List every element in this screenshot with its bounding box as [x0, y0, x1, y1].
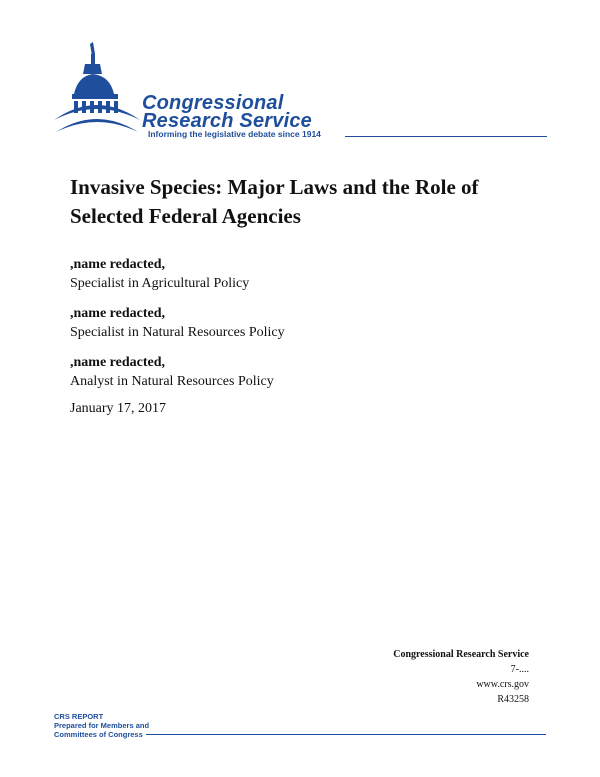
logo-wordmark-line2: Research Service: [142, 110, 312, 132]
report-date: January 17, 2017: [70, 401, 167, 416]
footer-crs-report: [54, 712, 149, 739]
report-number: R43258: [497, 694, 529, 705]
footer-report-label: CRS REPORT: [54, 712, 104, 721]
author-block: [70, 255, 249, 293]
crs-org-name: Congressional Research Service: [393, 649, 529, 660]
author-role: Specialist in Natural Resources Policy: [70, 325, 285, 340]
footer-prepared-line1: Prepared for Members and: [54, 721, 150, 730]
author-role: Specialist in Agricultural Policy: [70, 276, 250, 291]
author-role: Analyst in Natural Resources Policy: [70, 374, 274, 389]
crs-phone: 7-....: [510, 664, 529, 675]
logo-tagline: Informing the legislative debate since 1914: [148, 129, 321, 139]
crs-website-link[interactable]: www.crs.gov: [476, 679, 529, 690]
author-name: ,name redacted,: [70, 306, 165, 321]
logo-divider: [345, 136, 547, 137]
report-title: Invasive Species: Major Laws and the Role of Selected Federal Agencies: [70, 175, 479, 228]
footer-divider: [146, 734, 546, 735]
author-name: ,name redacted,: [70, 355, 165, 370]
capitol-dome-icon: [52, 40, 144, 145]
logo-wordmark-line1: Congressional: [142, 92, 284, 114]
crs-logo: [52, 40, 552, 145]
author-name: ,name redacted,: [70, 257, 165, 272]
crs-contact-block: [393, 647, 529, 707]
author-block: [70, 353, 274, 391]
author-block: [70, 304, 285, 342]
footer-prepared-line2: Committees of Congress: [54, 730, 143, 739]
